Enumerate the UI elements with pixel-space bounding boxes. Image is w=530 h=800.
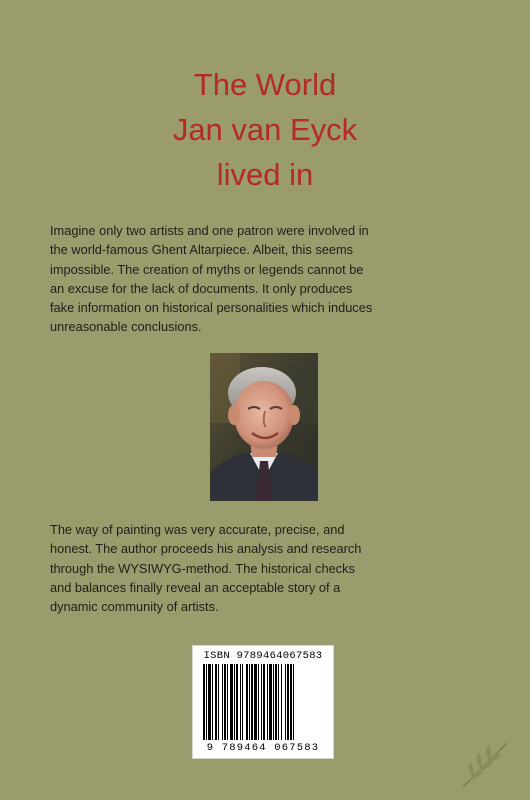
isbn-barcode xyxy=(193,646,333,758)
blurb-2-line-3: through the WYSIWYG-method. The historical checks xyxy=(50,560,355,576)
blurb-1-line-1: Imagine only two artists and one patron were involved in xyxy=(50,223,369,238)
blurb-1-line-5: fake information on historical personalities which induces xyxy=(50,300,373,316)
title-line-3: lived in xyxy=(216,157,314,192)
blurb-2-line-5: dynamic community of artists. xyxy=(50,599,219,615)
blurb-1-line-2: the world-famous Ghent Altarpiece. Albeit, this seems xyxy=(50,242,354,258)
blurb-1-line-4: an excuse for the lack of documents. It only produces xyxy=(50,280,353,296)
blurb-1-line-3: impossible. The creation of myths or legends cannot be xyxy=(50,261,364,277)
blurb-1-line-6: unreasonable conclusions. xyxy=(50,319,202,335)
blurb-paragraph-2 xyxy=(50,520,485,616)
blurb-2-line-1: The way of painting was very accurate, precise, and xyxy=(50,522,345,537)
leaf-logo-icon xyxy=(455,735,515,795)
blurb-2-line-2: honest. The author proceeds his analysis and research xyxy=(50,541,362,557)
author-photo xyxy=(210,353,318,501)
isbn-label: ISBN 9789464067583 xyxy=(203,650,323,662)
blurb-paragraph-1 xyxy=(50,221,485,337)
book-title xyxy=(0,62,530,197)
title-line-1: The World xyxy=(193,67,337,102)
isbn-digits: 9 789464 067583 xyxy=(206,742,320,754)
author-portrait xyxy=(210,353,318,501)
blurb-2-line-4: and balances finally reveal an acceptable story of a xyxy=(50,579,341,595)
barcode-bars xyxy=(203,664,323,740)
title-line-2: Jan van Eyck xyxy=(172,112,358,147)
